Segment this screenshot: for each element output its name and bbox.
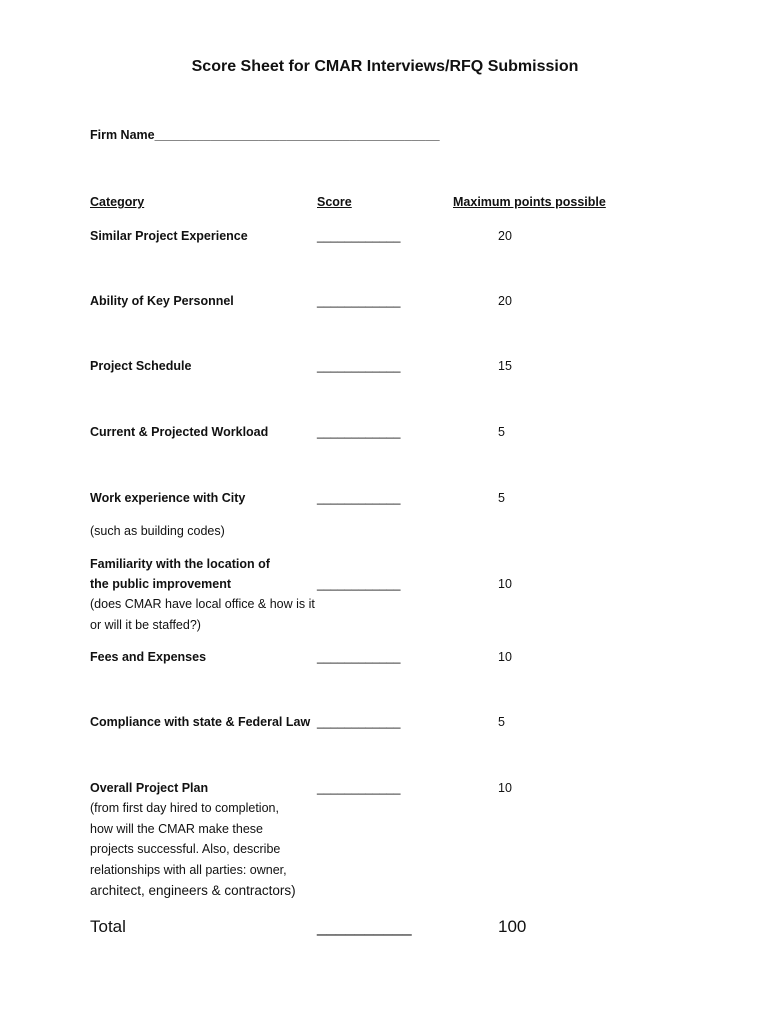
max-points: 5 [498,715,505,729]
max-points: 5 [498,491,505,505]
score-blank: ____________ [317,425,401,439]
category-label: Compliance with state & Federal Law [90,715,311,729]
max-points: 20 [498,229,512,243]
header-score: Score [317,195,352,209]
category-note-line: relationships with all parties: owner, [90,862,287,877]
category-note-line: projects successful. Also, describe [90,842,281,856]
category-note: (such as building codes) [90,524,225,538]
category-label-line1: Familiarity with the location of [90,557,270,571]
firm-name-field [90,128,440,142]
category-label: Ability of Key Personnel [90,294,234,308]
category-note-line: architect, engineers & contractors) [90,883,296,898]
header-max-points: Maximum points possible [453,195,606,209]
score-blank: ____________ [317,491,401,505]
firm-name-line: _________________________________________ [154,128,440,142]
max-points: 5 [498,425,505,439]
category-note-line1: (does CMAR have local office & how is it [90,597,315,611]
total-points: 100 [498,917,527,936]
score-blank: ____________ [317,229,401,243]
score-blank: ____________ [317,781,401,795]
score-blank: ____________ [317,650,401,664]
score-blank: ____________ [317,294,401,308]
category-label: Work experience with City [90,491,246,505]
total-label: Total [90,917,126,936]
score-blank: ____________ [317,715,401,729]
max-points: 10 [498,577,512,591]
score-blank: ____________ [317,359,401,373]
category-label: Overall Project Plan [90,781,209,795]
category-label: Current & Projected Workload [90,425,269,439]
category-label: Fees and Expenses [90,650,207,664]
category-label-line2: the public improvement [90,577,231,591]
total-blank: __________ [317,917,412,936]
firm-name-label: Firm Name [90,128,155,142]
score-blank: ____________ [317,577,401,591]
max-points: 10 [498,650,512,664]
header-category: Category [90,195,145,209]
category-note-line: how will the CMAR make these [90,821,263,836]
page-title: Score Sheet for CMAR Interviews/RFQ Submission [191,58,579,75]
max-points: 10 [498,781,512,795]
max-points: 15 [498,359,512,373]
max-points: 20 [498,294,512,308]
category-note-line: (from first day hired to completion, [90,801,279,815]
category-label: Similar Project Experience [90,229,248,243]
category-label: Project Schedule [90,359,192,373]
category-note-line2: or will it be staffed?) [90,617,201,632]
